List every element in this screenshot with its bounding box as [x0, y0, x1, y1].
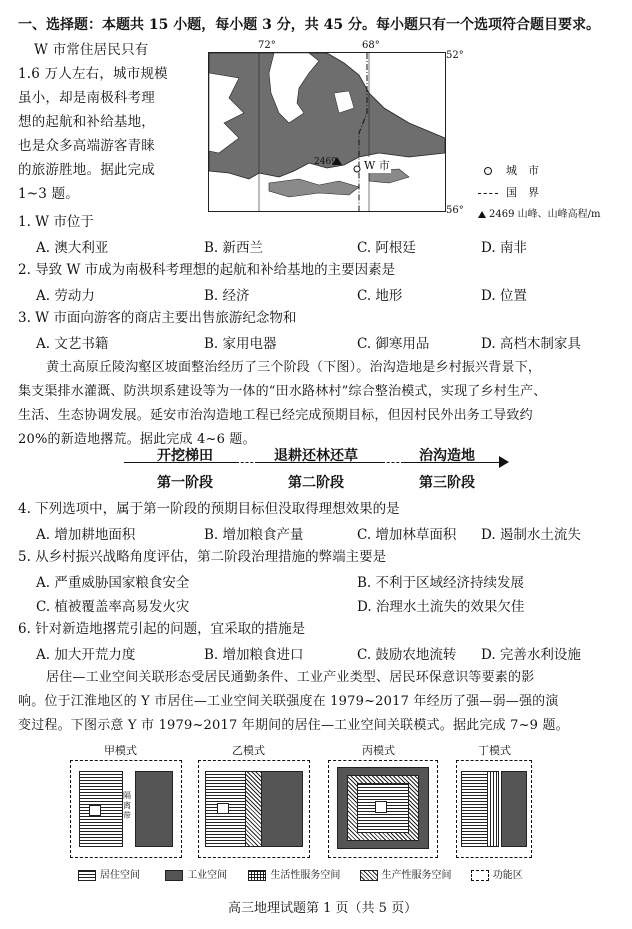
map-figure	[208, 52, 446, 212]
stage-arrow-dash	[382, 462, 404, 463]
passage-line: 的旅游胜地。据此完成	[18, 162, 155, 178]
lon-label-68: 68°	[362, 40, 380, 51]
mode-yi-title: 乙模式	[232, 744, 265, 757]
service-grid-block	[89, 805, 101, 816]
industrial-swatch	[165, 870, 183, 881]
buffer-label: 隔离带	[123, 791, 131, 820]
stage-3-bottom: 第三阶段	[419, 475, 475, 491]
option-4c[interactable]: C. 增加林草面积	[357, 527, 457, 543]
residential-block	[79, 771, 123, 847]
mode-bing-title: 丙模式	[362, 744, 395, 757]
mode-bing-diagram	[328, 760, 438, 858]
option-2d[interactable]: D. 位置	[481, 288, 527, 304]
residential-swatch	[78, 870, 96, 881]
stage-3-top: 治沟造地	[419, 448, 475, 464]
city-label: W 市	[364, 159, 390, 172]
option-6c[interactable]: C. 鼓励农地流转	[357, 647, 457, 663]
arrow-head-icon	[499, 456, 509, 468]
peak-legend-icon	[478, 211, 486, 218]
legend-border: 国 界	[478, 184, 539, 200]
stage-arrow-segment	[124, 462, 236, 463]
passage-3-line: 变过程。下图示意 Y 市 1979~2017 年期间的居住—工业空间关联模式。据此完成 7~9 题。	[18, 718, 569, 733]
stage-arrow-segment	[404, 462, 502, 463]
mode-yi-diagram	[198, 760, 310, 858]
passage-2-line: 黄土高原丘陵沟壑区坡面整治经历了三个阶段（下图）。治沟造地是乡村振兴背景下，	[46, 360, 542, 375]
passage-line: W 市常住居民只有	[34, 42, 149, 58]
island-shape	[269, 179, 359, 197]
industrial-block	[501, 771, 527, 847]
lat-label-56: 56°	[446, 205, 464, 216]
option-2b[interactable]: B. 经济	[204, 288, 250, 304]
option-5c[interactable]: C. 植被覆盖率高易发火灾	[36, 599, 190, 615]
option-6b[interactable]: B. 增加粮食进口	[204, 647, 304, 663]
option-1c[interactable]: C. 阿根廷	[357, 240, 416, 256]
industrial-block	[261, 771, 303, 847]
mode-jia-diagram	[70, 760, 182, 858]
city-icon	[354, 166, 360, 172]
passage-line: 虽小，却是南极科考理	[18, 90, 155, 106]
stage-1-bottom: 第一阶段	[157, 475, 213, 491]
option-2a[interactable]: A. 劳动力	[36, 288, 95, 304]
option-6d[interactable]: D. 完善水利设施	[481, 647, 581, 663]
industrial-block	[135, 771, 173, 847]
question-5: 5. 从乡村振兴战略角度评估，第二阶段治理措施的弊端主要是	[18, 549, 387, 565]
option-2c[interactable]: C. 地形	[357, 288, 403, 304]
legend-city: 城 市	[484, 162, 539, 178]
option-5a[interactable]: A. 严重威胁国家粮食安全	[36, 575, 190, 591]
option-5b[interactable]: B. 不利于区域经济持续发展	[357, 575, 525, 591]
living-service-swatch	[248, 870, 266, 881]
service-grid-block	[217, 803, 229, 814]
option-1a[interactable]: A. 澳大利亚	[36, 240, 109, 256]
stage-arrow-dash	[236, 462, 258, 463]
production-service-swatch	[360, 870, 378, 881]
mode-jia-title: 甲模式	[104, 744, 137, 757]
passage-2-line: 20%的新造地撂荒。据此完成 4~6 题。	[18, 432, 256, 447]
passage-2-line: 生活、生态协调发展。延安市治沟造地工程已经完成预期目标，但因村民外出务工导致约	[18, 408, 533, 423]
stage-2-bottom: 第二阶段	[288, 475, 344, 491]
option-4a[interactable]: A. 增加耕地面积	[36, 527, 136, 543]
map-svg	[209, 53, 445, 211]
option-1b[interactable]: B. 新西兰	[204, 240, 264, 256]
option-6a[interactable]: A. 加大开荒力度	[36, 647, 136, 663]
mode-legend: 居住空间 工业空间 生活性服务空间 生产性服务空间 功能区	[78, 866, 523, 881]
legend-peak: 2469 山峰、山峰高程/m	[478, 205, 600, 220]
option-3c[interactable]: C. 御寒用品	[357, 336, 430, 352]
mode-ding-title: 丁模式	[478, 744, 511, 757]
passage-3-line: 响。位于江淮地区的 Y 市居住—工业空间关联强度在 1979~2017 年经历了强—弱—强的演	[18, 694, 559, 709]
question-2: 2. 导致 W 市成为南极科考理想的起航和补给基地的主要因素是	[18, 262, 396, 278]
option-3b[interactable]: B. 家用电器	[204, 336, 277, 352]
passage-line: 1~3 题。	[18, 186, 79, 202]
passage-line: 1.6 万人左右，城市规模	[18, 66, 168, 82]
question-1: 1. W 市位于	[18, 214, 94, 230]
question-3: 3. W 市面向游客的商店主要出售旅游纪念物和	[18, 310, 297, 326]
functional-zone-swatch	[471, 870, 489, 881]
option-5d[interactable]: D. 治理水土流失的效果欠佳	[357, 599, 525, 615]
residential-block	[461, 771, 489, 847]
stage-arrow-segment	[258, 462, 382, 463]
question-4: 4. 下列选项中，属于第一阶段的预期目标但没取得理想效果的是	[18, 501, 400, 517]
stage-1-top: 开挖梯田	[157, 448, 213, 464]
section-header: 一、选择题：本题共 15 小题，每小题 3 分，共 45 分。每小题只有一个选项符合题目要求。	[18, 17, 600, 33]
option-4d[interactable]: D. 遏制水土流失	[481, 527, 581, 543]
passage-line: 想的起航和补给基地，	[18, 114, 155, 130]
border-legend-icon	[478, 193, 498, 194]
option-3d[interactable]: D. 高档木制家具	[481, 336, 581, 352]
option-3a[interactable]: A. 文艺书籍	[36, 336, 109, 352]
question-6: 6. 针对新造地撂荒引起的问题，宜采取的措施是	[18, 621, 306, 637]
stage-2-top: 退耕还林还草	[274, 448, 358, 464]
option-4b[interactable]: B. 增加粮食产量	[204, 527, 304, 543]
page-footer: 高三地理试题第 1 页（共 5 页）	[228, 901, 418, 916]
passage-line: 也是众多高端游客青睐	[18, 138, 155, 154]
mode-ding-diagram	[456, 760, 532, 858]
city-legend-icon	[484, 167, 492, 175]
option-1d[interactable]: D. 南非	[481, 240, 527, 256]
peak-elevation-label: 2469	[314, 157, 337, 167]
passage-2-line: 集支渠排水灌溉、防洪坝系建设等为一体的“田水路林村”综合整治模式，实现了乡村生产、	[18, 384, 547, 399]
lat-label-52: 52°	[446, 50, 464, 61]
lon-label-72: 72°	[258, 40, 276, 51]
service-strip-block	[487, 771, 499, 847]
service-grid-block	[375, 801, 387, 813]
passage-3-line: 居住—工业空间关联形态受居民通勤条件、工业产业类型、居民环保意识等要素的影	[46, 670, 535, 685]
